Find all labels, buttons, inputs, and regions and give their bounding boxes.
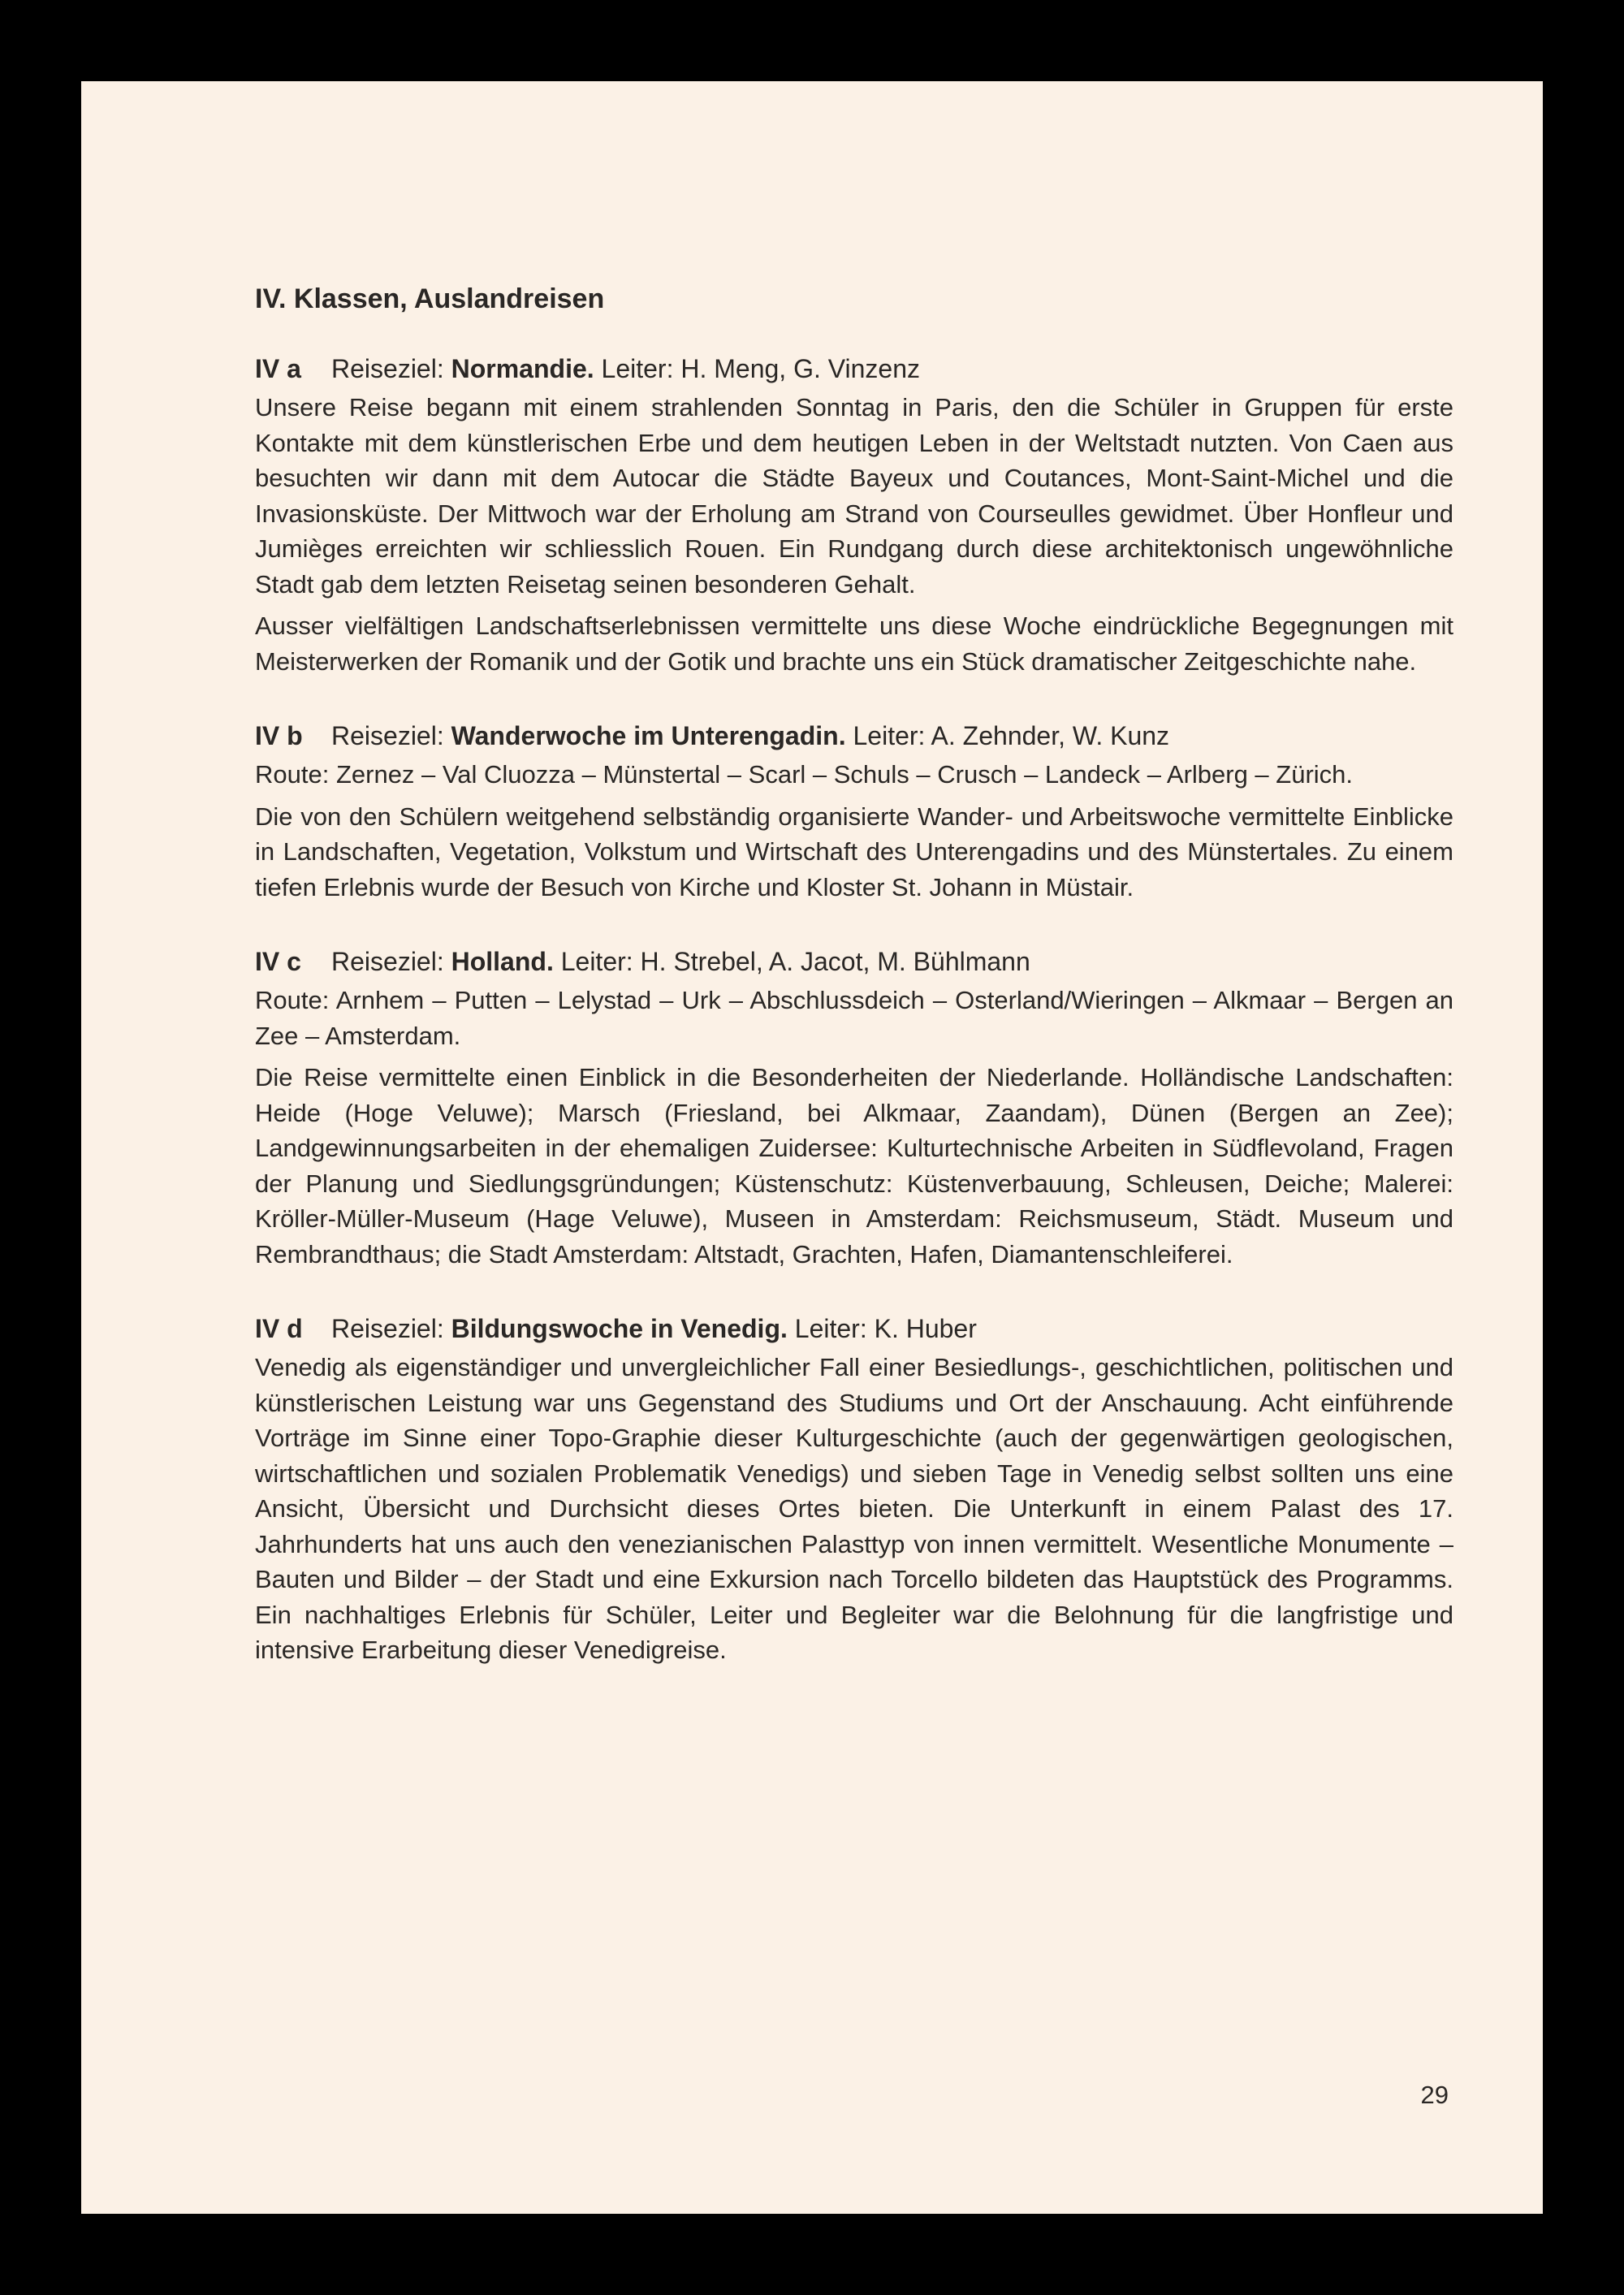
- page-content: [255, 283, 1453, 1707]
- section-iv-a: [255, 351, 1453, 679]
- section-header: [255, 1311, 1453, 1346]
- destination-prefix: Reiseziel:: [331, 354, 451, 383]
- destination: Bildungswoche in Venedig.: [451, 1314, 788, 1343]
- paragraph: Ausser vielfältigen Landschaftserlebnissen vermittelte uns diese Woche eindrückliche Begegnungen mit Meisterwerken der Romanik und der Gotik und brachte uns ein Stück dramatischer Zeitgeschichte nahe.: [255, 612, 1453, 676]
- paragraph: Venedig als eigenständiger und unvergleichlicher Fall einer Besiedlungs-, geschichtlichen, politischen und künstlerischen Leistung war uns Gegenstand des Studiums und Ort der Anschauung. Acht einführende Vorträge im Sinne einer Topo-Graphie dieser Kulturgeschichte (auch der gegenwärtigen geologischen, wirtschaftlichen und sozialen Problematik Venedigs) und sieben Tage in Venedig selbst sollten uns eine Ansicht, Übersicht und Durchsicht dieses Ortes bieten. Die Unterkunft in einem Palast des 17. Jahrhunderts hat uns auch den venezianischen Palasttyp von innen vermittelt. Wesentliche Monumente – Bauten und Bilder – der Stadt und eine Exkursion nach Torcello bildeten das Hauptstück des Programms. Ein nachhaltiges Erlebnis für Schüler, Leiter und Begleiter war die Belohnung für die langfristige und intensive Erarbeitung dieser Venedigreise.: [255, 1353, 1453, 1664]
- leaders: Leiter: K. Huber: [787, 1314, 977, 1343]
- destination: Holland.: [451, 947, 554, 976]
- route-paragraph: Route: Arnhem – Putten – Lelystad – Urk – Abschlussdeich – Osterland/Wieringen – Alkmaar – Bergen an Zee – Amsterdam.: [255, 986, 1453, 1050]
- paragraph: Die von den Schülern weitgehend selbständig organisierte Wander- und Arbeitswoche vermittelte Einblicke in Landschaften, Vegetation, Volkstum und Wirtschaft des Unterengadins und des Münstertales. Zu einem tiefen Erlebnis wurde der Besuch von Kirche und Kloster St. Johann in Müstair.: [255, 802, 1453, 901]
- section-header: [255, 718, 1453, 754]
- paragraph: Die Reise vermittelte einen Einblick in die Besonderheiten der Niederlande. Holländische Landschaften: Heide (Hoge Veluwe); Marsch (Friesland, bei Alkmaar, Zaandam), Dünen (Bergen an Zee); Landgewinnungsarbeiten in der ehemaligen Zuidersee: Kulturtechnische Arbeiten in Südflevoland, Fragen der Planung und Siedlungsgründungen; Küstenschutz: Küstenverbauung, Schleusen, Deiche; Malerei: Kröller-Müller-Museum (Hage Veluwe), Museen in Amsterdam: Reichsmuseum, Städt. Museum und Rembrandthaus; die Stadt Amsterdam: Altstadt, Grachten, Hafen, Diamantenschleiferei.: [255, 1063, 1453, 1269]
- section-iv-c: [255, 944, 1453, 1272]
- leaders: Leiter: H. Strebel, A. Jacot, M. Bühlmann: [553, 947, 1030, 976]
- destination-prefix: Reiseziel:: [331, 947, 451, 976]
- destination-prefix: Reiseziel:: [331, 1314, 451, 1343]
- class-code: IV a: [255, 354, 301, 383]
- section-header: [255, 944, 1453, 979]
- class-code: IV c: [255, 947, 301, 976]
- class-code: IV d: [255, 1314, 303, 1343]
- page-number: 29: [1420, 2081, 1449, 2109]
- destination: Normandie.: [451, 354, 594, 383]
- destination: Wanderwoche im Unterengadin.: [451, 721, 846, 750]
- document-page: [81, 81, 1543, 2214]
- section-header: [255, 351, 1453, 387]
- paragraph: Unsere Reise begann mit einem strahlenden Sonntag in Paris, den die Schüler in Gruppen für erste Kontakte mit dem künstlerischen Erbe und dem heutigen Leben in der Weltstadt nutzten. Von Caen aus besuchten wir dann mit dem Autocar die Städte Bayeux und Coutances, Mont-Saint-Michel und die Invasionsküste. Der Mittwoch war der Erholung am Strand von Courseulles gewidmet. Über Honfleur und Jumièges erreichten wir schliesslich Rouen. Ein Rundgang durch diese architektonisch ungewöhnliche Stadt gab dem letzten Reisetag seinen besonderen Gehalt.: [255, 393, 1453, 599]
- page-heading: IV. Klassen, Auslandreisen: [255, 283, 605, 314]
- destination-prefix: Reiseziel:: [331, 721, 451, 750]
- section-iv-b: [255, 718, 1453, 905]
- leaders: Leiter: A. Zehnder, W. Kunz: [845, 721, 1170, 750]
- section-iv-d: [255, 1311, 1453, 1668]
- leaders: Leiter: H. Meng, G. Vinzenz: [594, 354, 921, 383]
- route-paragraph: Route: Zernez – Val Cluozza – Münstertal – Scarl – Schuls – Crusch – Landeck – Arlberg – Zürich.: [255, 760, 1354, 789]
- class-code: IV b: [255, 721, 303, 750]
